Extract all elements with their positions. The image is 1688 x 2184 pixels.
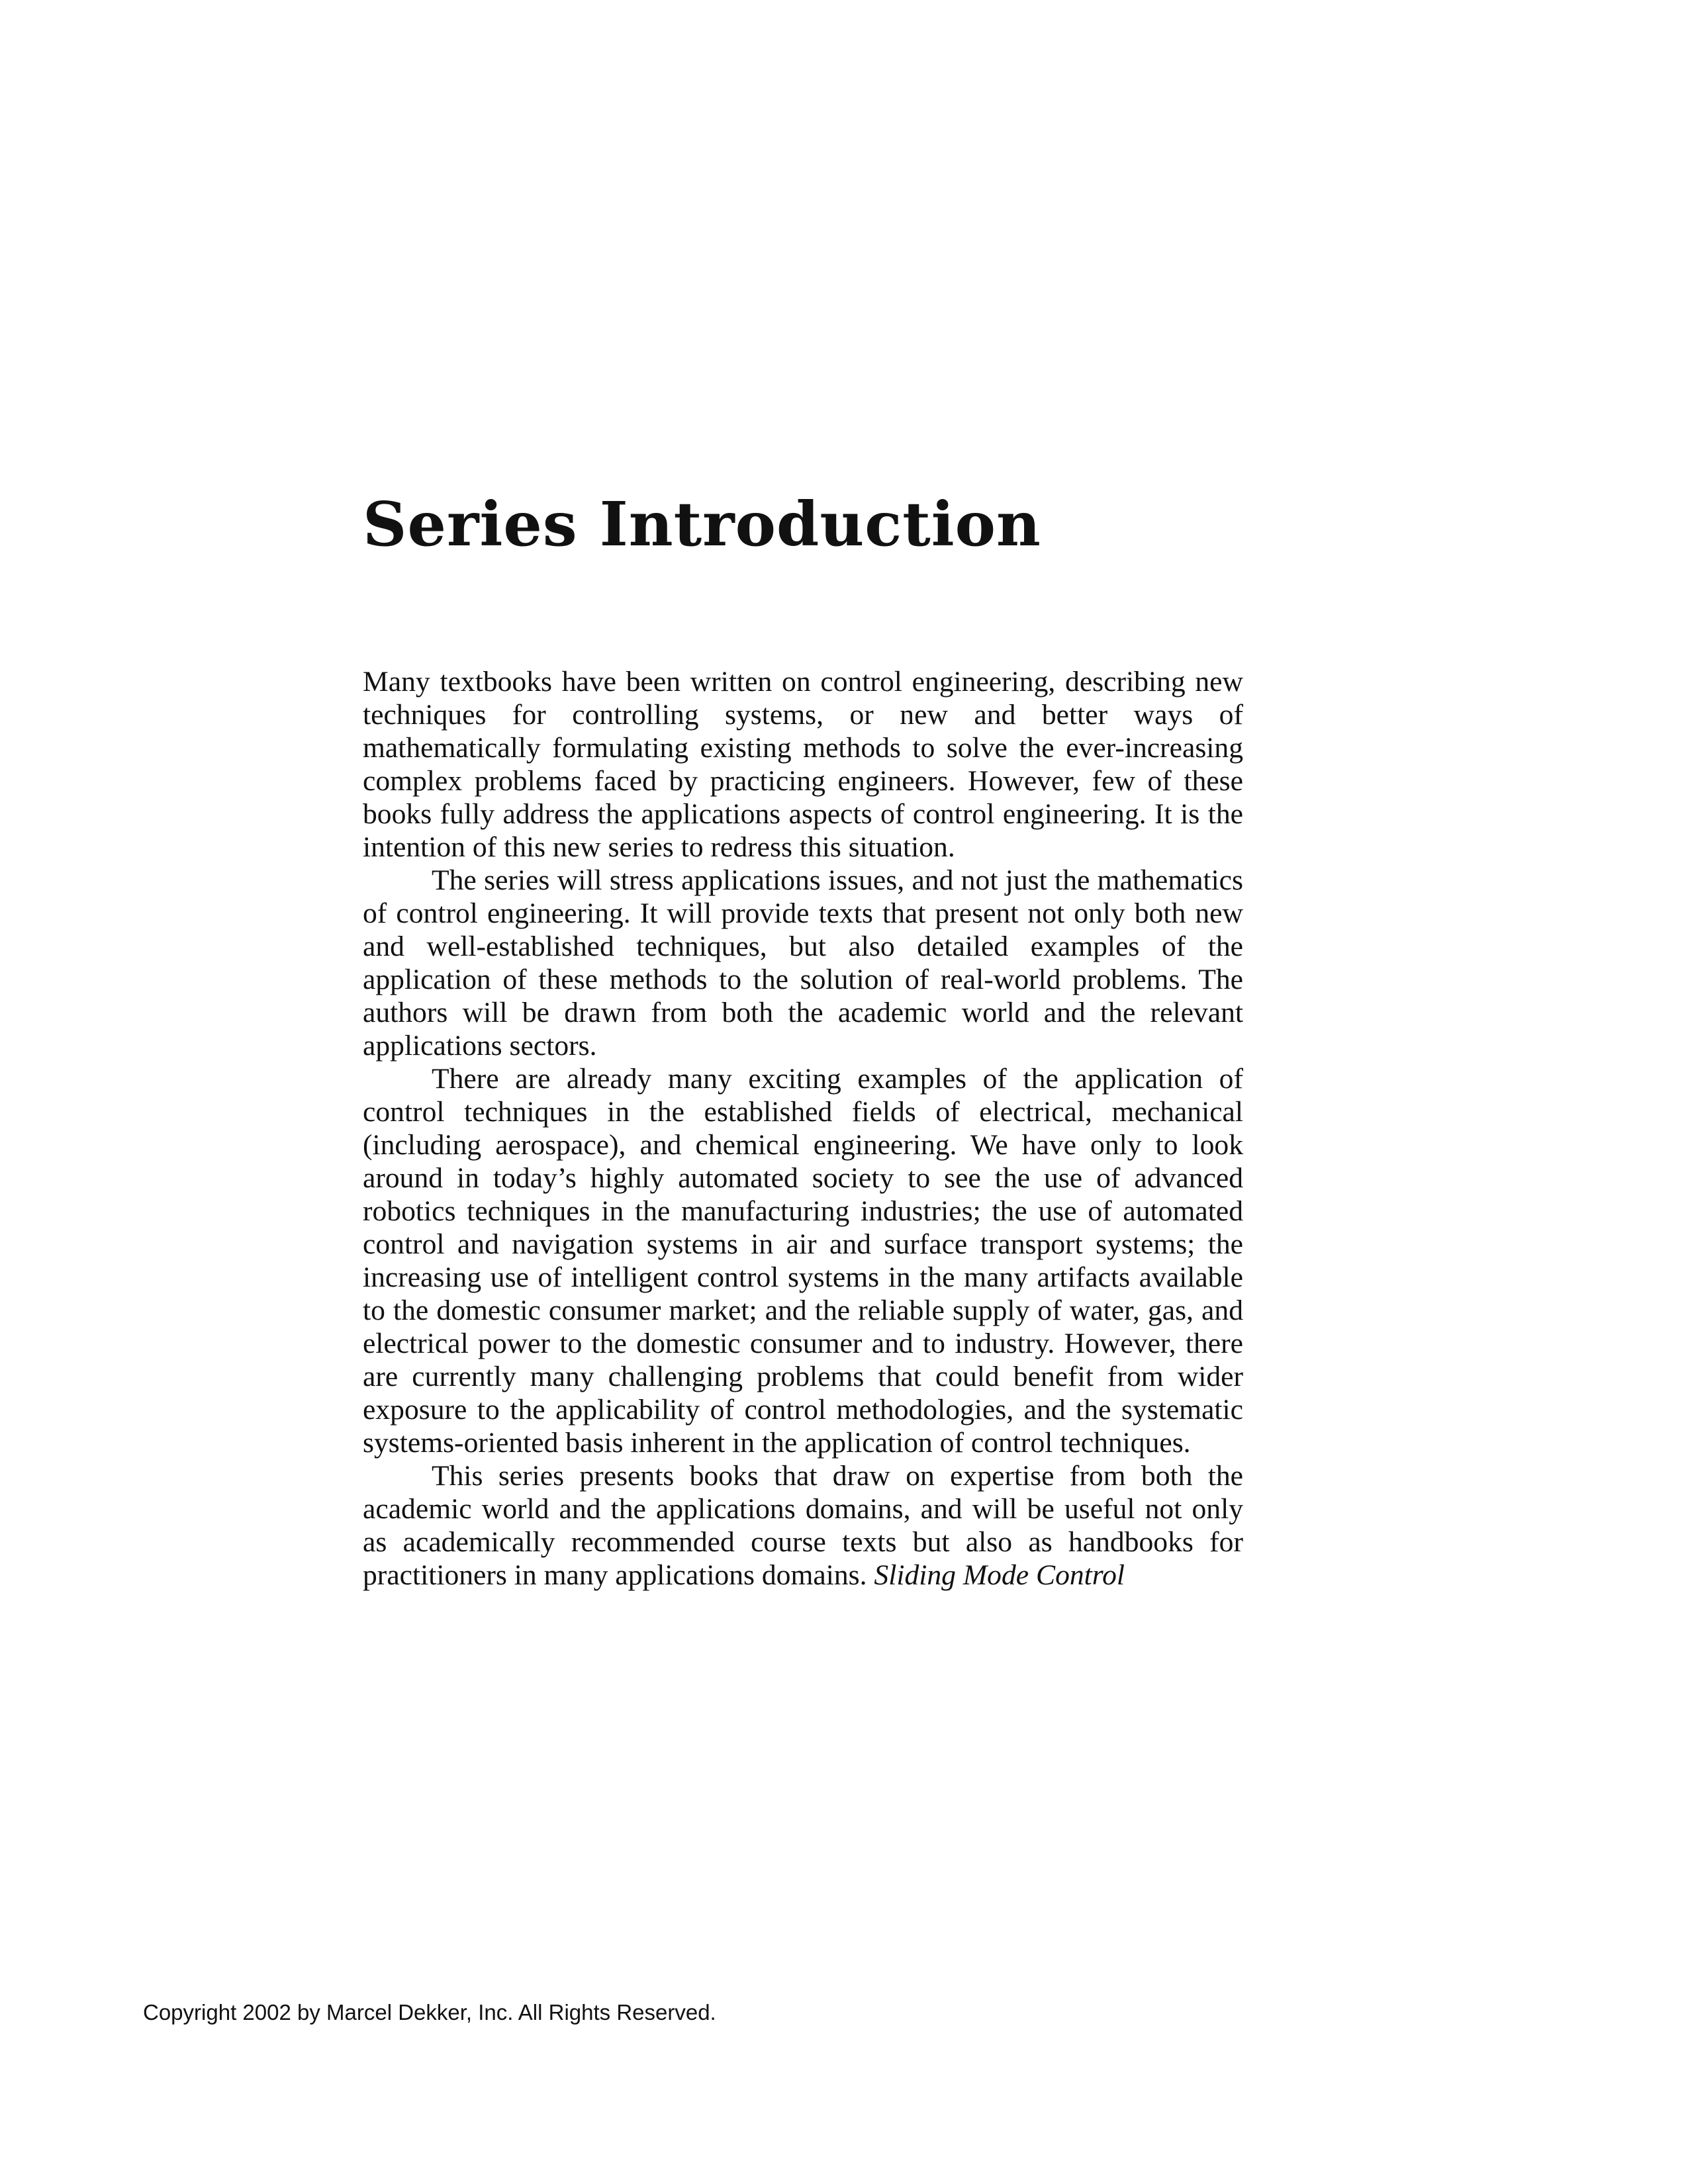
page-title: Series Introduction [363, 488, 1041, 560]
body-text [363, 665, 1243, 1592]
paragraph-2: The series will stress applications issues, and not just the mathematics of control engineering. It will provide texts that present not only both new and well-established techniques, but also detailed examples of the application of these methods to the solution of real-world problems. The authors will be drawn from both the academic world and the relevant applications sectors. [363, 864, 1243, 1062]
paragraph-1: Many textbooks have been written on control engineering, describing new techniques for controlling systems, or new and better ways of mathematically formulating existing methods to solve the ever-increasing complex problems faced by practicing engineers. However, few of these books fully address the applications aspects of control engineering. It is the intention of this new series to redress this situation. [363, 666, 1243, 863]
paragraph-4-text: This series presents books that draw on expertise from both the academic world and the applications domains, and will be useful not only as academically recommended course texts but also as handbooks for practitioners in many applications domains. [363, 1460, 1243, 1591]
book-title-italic: Sliding Mode Control [874, 1559, 1125, 1591]
paragraph-3: There are already many exciting examples of the application of control techniques in the established fields of electrical, mechanical (including aerospace), and chemical engineering. We have only to look around in today’s highly automated society to see the use of advanced robotics techniques in the manufacturing industries; the use of automated control and navigation systems in air and surface transport systems; the increasing use of intelligent control systems in the many artifacts available to the domestic consumer market; and the reliable supply of water, gas, and electrical power to the domestic consumer and to industry. However, there are currently many challenging problems that could benefit from wider exposure to the applicability of control methodologies, and the systematic systems-oriented basis inherent in the application of control techniques. [363, 1063, 1243, 1459]
copyright-notice: Copyright 2002 by Marcel Dekker, Inc. All Rights Reserved. [143, 2000, 716, 2025]
paragraph-4 [363, 1459, 1243, 1592]
